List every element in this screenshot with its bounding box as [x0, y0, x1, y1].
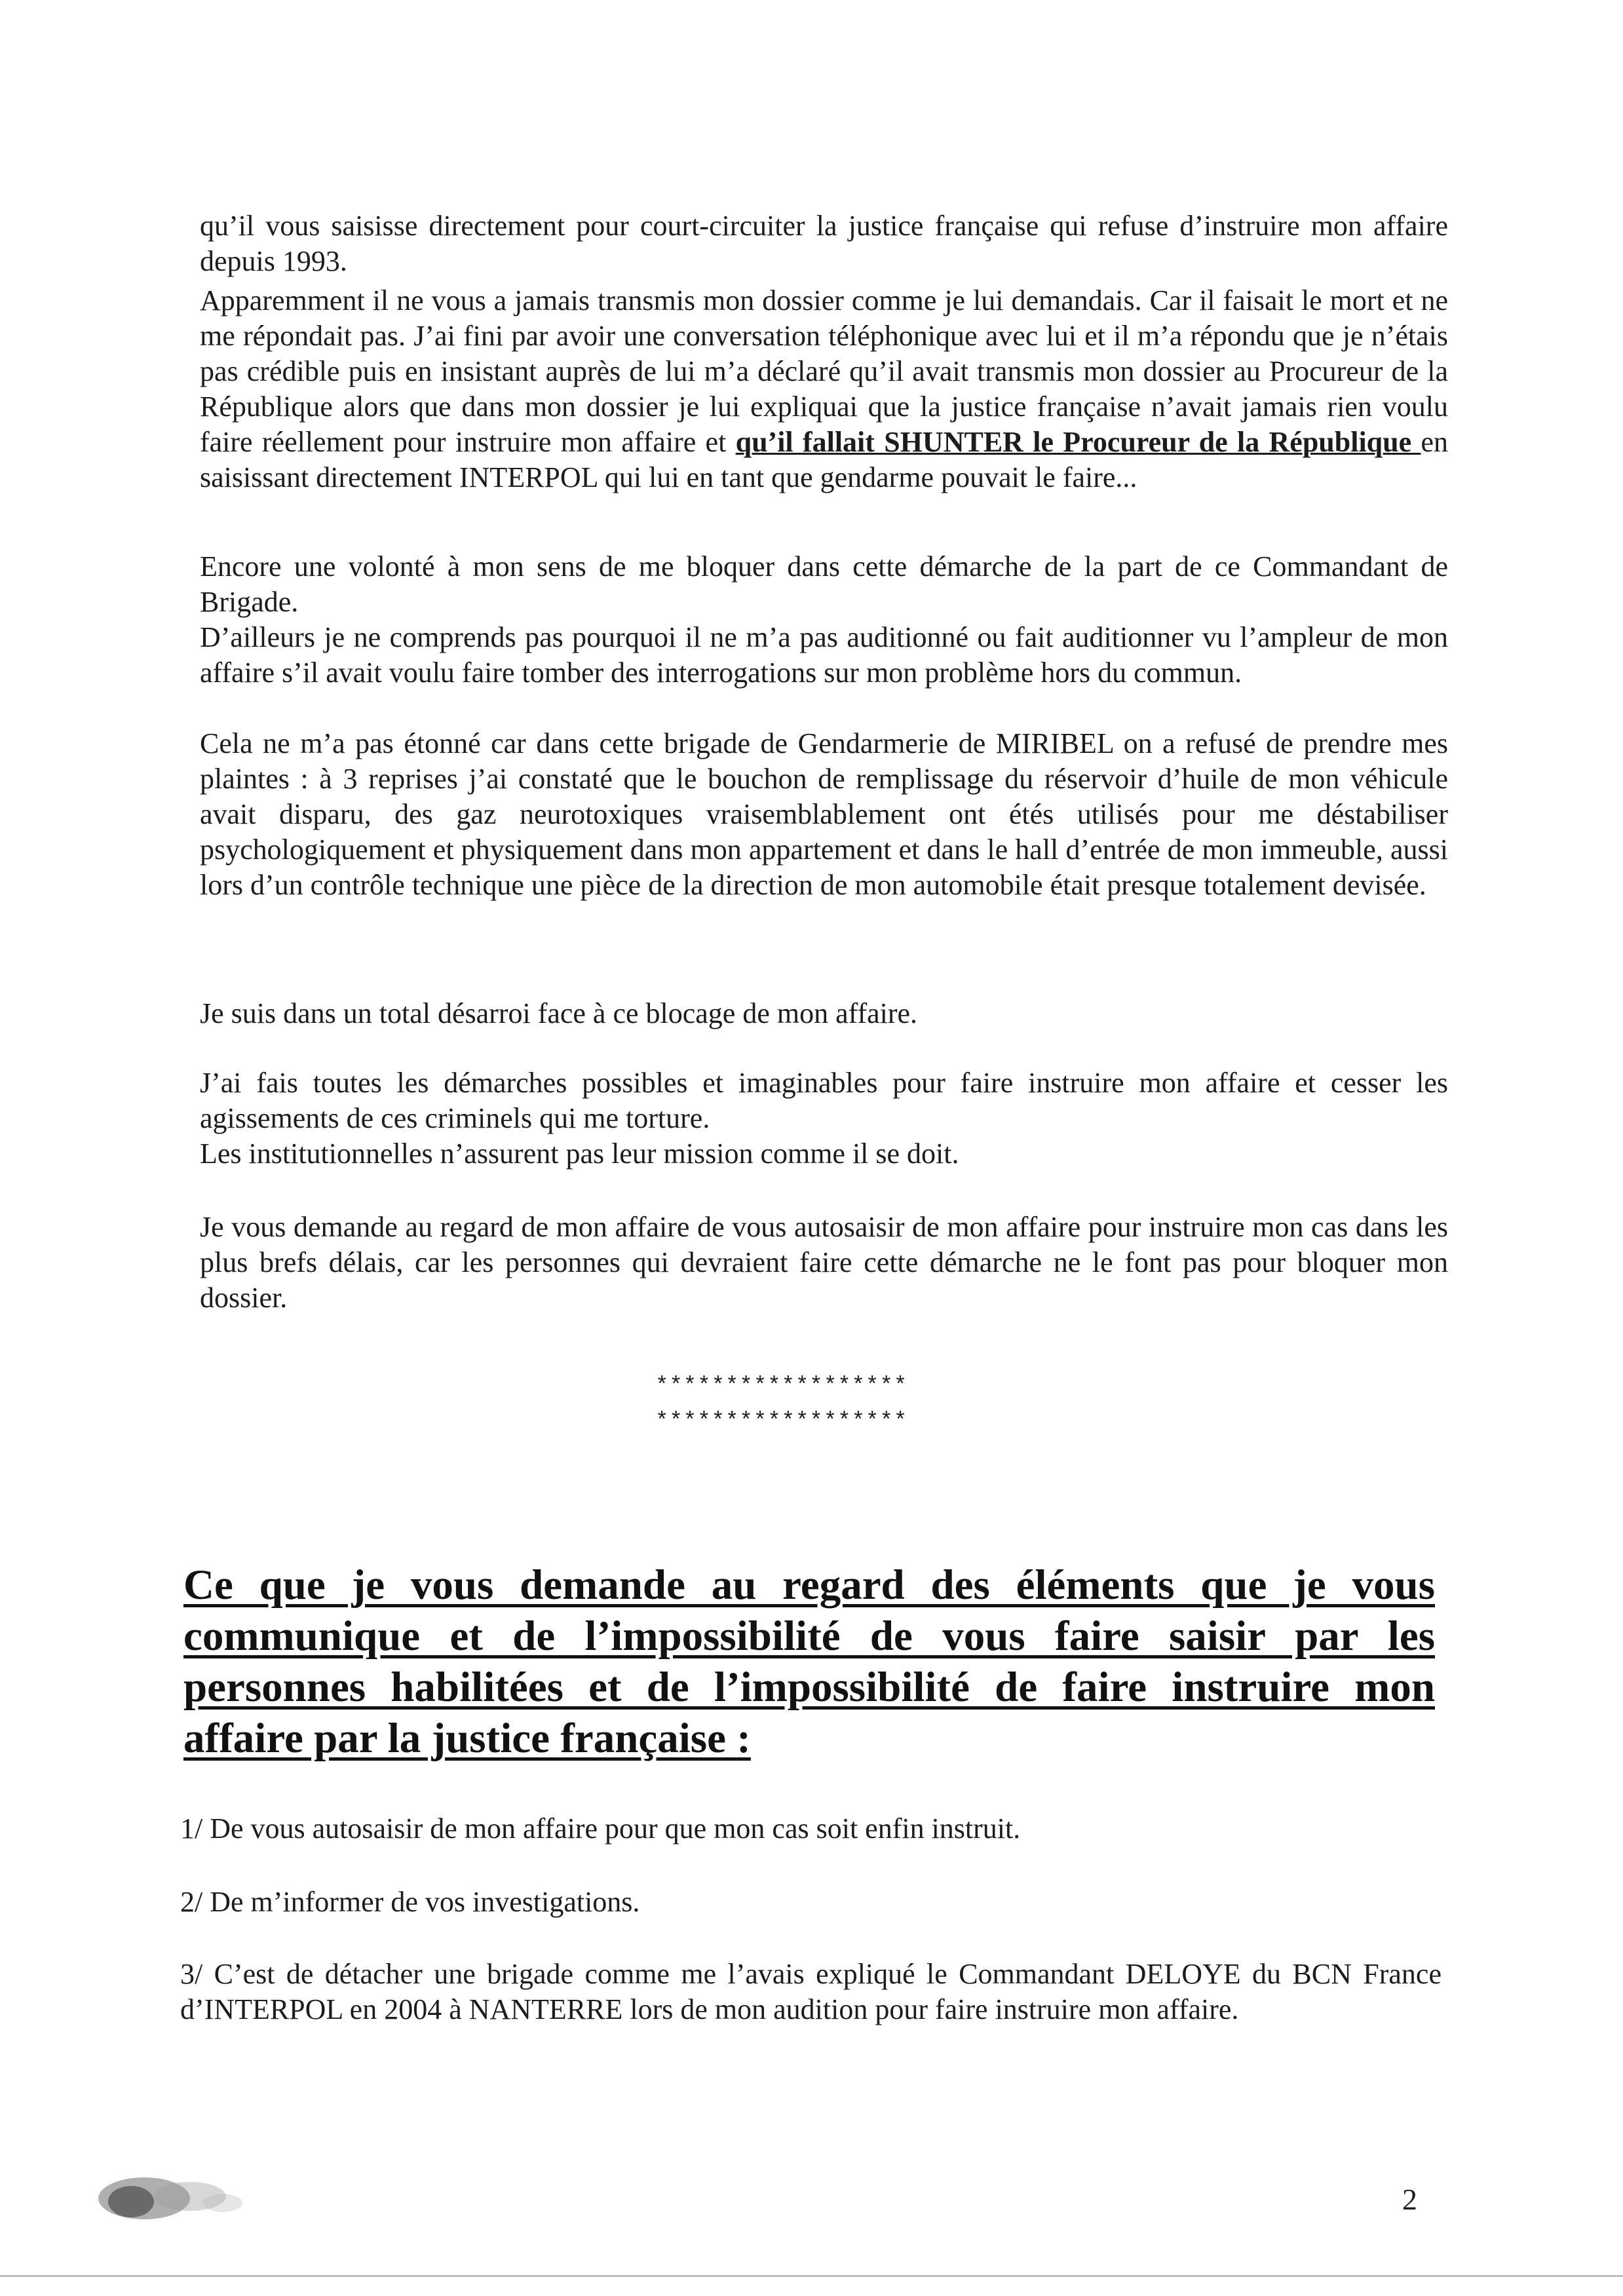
- paragraph-institutions: Les institutionnelles n’assurent pas leur mission comme il se doit.: [200, 1138, 959, 1170]
- request-item: 3/ C’est de détacher une brigade comme me l’avais expliqué le Commandant DELOYE du BCN France d’INTERPOL en 2004 à NANTERRE lors de mon audition pour faire instruire mon affaire.: [180, 1958, 1442, 2025]
- paragraph-desarroi: Je suis dans un total désarroi face à ce blocage de mon affaire.: [200, 997, 918, 1029]
- paragraph-demande: Je vous demande au regard de mon affaire de vous autosaisir de mon affaire pour instruire mon cas dans les plus brefs délais, car les personnes qui devraient faire cette démarche ne le font pas pour bloquer mon dossier.: [200, 1211, 1448, 1314]
- paragraph-transmission-text: Apparemment il ne vous a jamais transmis mon dossier comme je lui demandais. Car il faisait le mort et ne me répondait pas. J’ai fini par avoir une conversation téléphonique avec lui et il m’a répondu que je n’étais pas crédible puis en insistant auprès de lui m’a déclaré qu’il avait transmis mon dossier au Procureur de la République alors que dans mon dossier je lui expliquai que la justice française n’avait jamais rien voulu faire réellement pour instruire mon affaire et: [200, 284, 1448, 458]
- page-number: 2: [1402, 2183, 1417, 2216]
- paragraph-transmission-end: en saisissant directement INTERPOL qui lui en tant que gendarme pouvait le faire...: [200, 426, 1448, 493]
- scan-edge-line: [0, 2275, 1623, 2277]
- request-item: 1/ De vous autosaisir de mon affaire pour que mon cas soit enfin instruit.: [180, 1812, 1021, 1845]
- paragraph-intro: qu’il vous saisisse directement pour court-circuiter la justice française qui refuse d’instruire mon affaire depuis 1993.: [200, 210, 1448, 277]
- scan-smudge: [92, 2162, 262, 2234]
- paragraph-miribel: Cela ne m’a pas étonné car dans cette brigade de Gendarmerie de MIRIBEL on a refusé de prendre mes plaintes : à 3 reprises j’ai constaté que le bouchon de remplissage du réservoir d’huile de mon véhicule avait disparu, des gaz neurotoxiques vraisemblablement ont étés utilisés pour me déstabiliser psychologiquement et physiquement dans mon appartement et dans le hall d’entrée de mon immeuble, aussi lors d’un contrôle technique une pièce de la direction de mon automobile était presque totalement devisée.: [200, 727, 1448, 901]
- paragraph-transmission: [200, 283, 1448, 495]
- request-item: 2/ De m’informer de vos investigations.: [180, 1886, 640, 1918]
- paragraph-blocage: Encore une volonté à mon sens de me bloquer dans cette démarche de la part de ce Commandant de Brigade.: [200, 550, 1448, 618]
- paragraph-demarches: J’ai fais toutes les démarches possibles et imaginables pour faire instruire mon affaire et cesser les agissements de ces criminels qui me torture.: [200, 1067, 1448, 1134]
- separator-line: ******************: [655, 1374, 908, 1399]
- section-heading: Ce que je vous demande au regard des éléments que je vous communique et de l’impossibilité de vous faire saisir par les personnes habilitées et de l’impossibilité de faire instruire mon affaire par la justice française :: [183, 1561, 1435, 1762]
- separator-line: ******************: [655, 1409, 908, 1434]
- emphasis-shunter: qu’il fallait SHUNTER le Procureur de la République: [735, 426, 1421, 458]
- paragraph-audition: D’ailleurs je ne comprends pas pourquoi il ne m’a pas auditionné ou fait auditionner vu l’ampleur de mon affaire s’il avait voulu faire tomber des interrogations sur mon problème hors du commun.: [200, 621, 1448, 689]
